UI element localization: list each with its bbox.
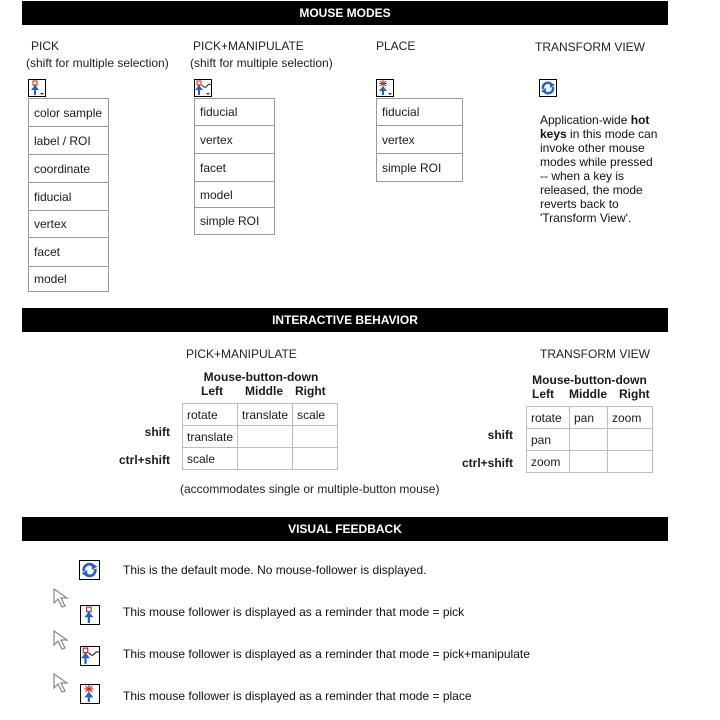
table-row xyxy=(183,426,338,448)
feedback-text-pick-manipulate: This mouse follower is displayed as a reminder that mode = pick+manipulate xyxy=(123,647,530,661)
pick-manipulate-icon xyxy=(81,647,99,665)
behavior-transform-view-title: TRANSFORM VIEW xyxy=(540,347,650,361)
pick-title: PICK xyxy=(31,39,60,53)
table-cell xyxy=(293,448,338,470)
mouse-pointer-icon xyxy=(52,672,74,694)
table-cell: zoom xyxy=(527,451,570,473)
section-header-interactive-behavior: INTERACTIVE BEHAVIOR xyxy=(22,308,668,332)
pick-manipulate-title: PICK+MANIPULATE xyxy=(193,39,304,53)
table-row xyxy=(527,429,653,451)
table-cell: pan xyxy=(570,407,608,429)
place-mode-button[interactable] xyxy=(376,79,394,97)
pick-manipulate-icon xyxy=(195,80,211,96)
place-title: PLACE xyxy=(376,39,416,53)
feedback-place-icon-box xyxy=(80,684,100,704)
feedback-text-default: This is the default mode. No mouse-follower is displayed. xyxy=(123,563,427,577)
place-icon xyxy=(377,80,393,96)
behavior-pick-manipulate-table xyxy=(182,403,338,470)
behavior-transform-view-col-right: Right xyxy=(619,387,650,401)
pick-icon xyxy=(29,80,45,96)
place-icon xyxy=(81,685,99,703)
table-cell: translate xyxy=(183,426,238,448)
transform-view-icon xyxy=(80,561,99,579)
behavior-transform-view-row-shift: shift xyxy=(487,428,513,442)
pick-option-color-sample[interactable]: color sample xyxy=(29,99,108,127)
behavior-pick-manipulate-col-right: Right xyxy=(295,384,326,398)
transform-view-mode-button[interactable] xyxy=(539,79,557,97)
feedback-pick-manipulate-icon-box xyxy=(80,646,100,666)
table-row xyxy=(183,448,338,470)
table-row xyxy=(527,407,653,429)
table-cell: rotate xyxy=(183,404,238,426)
pick-manipulate-option-facet[interactable]: facet xyxy=(195,154,274,182)
transform-view-title: TRANSFORM VIEW xyxy=(535,40,645,54)
pick-option-model[interactable]: model xyxy=(29,267,108,292)
behavior-transform-view-col-middle: Middle xyxy=(569,387,607,401)
behavior-pick-manipulate-col-middle: Middle xyxy=(245,384,283,398)
table-cell xyxy=(608,451,653,473)
feedback-text-pick: This mouse follower is displayed as a reminder that mode = pick xyxy=(123,605,465,619)
feedback-pick-icon-box xyxy=(80,605,100,625)
place-option-simple-roi[interactable]: simple ROI xyxy=(377,154,462,182)
pick-subtitle: (shift for multiple selection) xyxy=(26,56,169,70)
mouse-pointer-icon xyxy=(52,587,74,609)
behavior-transform-view-table xyxy=(526,406,653,473)
pick-option-fiducial[interactable]: fiducial xyxy=(29,183,108,211)
pick-manipulate-options-list xyxy=(194,98,275,235)
behavior-pick-manipulate-title: PICK+MANIPULATE xyxy=(186,347,297,361)
pick-option-vertex[interactable]: vertex xyxy=(29,211,108,238)
table-row xyxy=(183,404,338,426)
table-cell: scale xyxy=(293,404,338,426)
pick-option-facet[interactable]: facet xyxy=(29,238,108,267)
pick-manipulate-mode-button[interactable] xyxy=(194,79,212,97)
table-cell xyxy=(238,448,293,470)
feedback-transform-view-icon-box xyxy=(79,560,100,580)
pick-manipulate-option-fiducial[interactable]: fiducial xyxy=(195,99,274,126)
mouse-pointer-icon xyxy=(52,629,74,651)
pick-mode-button[interactable] xyxy=(28,79,46,97)
behavior-pick-manipulate-row-ctrl-shift: ctrl+shift xyxy=(118,453,170,467)
behavior-pick-manipulate-row-shift: shift xyxy=(144,425,170,439)
pick-icon xyxy=(81,606,99,624)
pick-manipulate-option-simple-roi[interactable]: simple ROI xyxy=(195,208,274,235)
pick-manipulate-subtitle: (shift for multiple selection) xyxy=(190,56,333,70)
hot-keys-emphasis: hot keys xyxy=(540,113,650,141)
behavior-transform-view-col-left: Left xyxy=(532,387,554,401)
behavior-note: (accommodates single or multiple-button mouse) xyxy=(180,482,440,496)
table-cell: scale xyxy=(183,448,238,470)
transform-view-description: Application-wide hot keys in this mode can invoke other mouse modes while pressed -- when a key is released, the mode reverts back to 'Transform View'. xyxy=(540,113,658,225)
table-cell: translate xyxy=(238,404,293,426)
table-cell: pan xyxy=(527,429,570,451)
pick-options-list xyxy=(28,98,109,292)
place-options-list xyxy=(376,98,463,182)
table-cell xyxy=(570,429,608,451)
section-header-visual-feedback: VISUAL FEEDBACK xyxy=(22,517,668,541)
place-option-fiducial[interactable]: fiducial xyxy=(377,99,462,126)
place-option-vertex[interactable]: vertex xyxy=(377,126,462,154)
table-cell xyxy=(238,426,293,448)
pick-manipulate-option-model[interactable]: model xyxy=(195,182,274,208)
table-cell: rotate xyxy=(527,407,570,429)
table-cell: zoom xyxy=(608,407,653,429)
behavior-transform-view-row-ctrl-shift: ctrl+shift xyxy=(461,456,513,470)
transform-view-icon xyxy=(540,80,556,96)
pick-manipulate-option-vertex[interactable]: vertex xyxy=(195,126,274,154)
behavior-pick-manipulate-col-left: Left xyxy=(201,384,223,398)
behavior-pick-manipulate-mouse-button-down: Mouse-button-down xyxy=(203,370,319,384)
pick-option-coordinate[interactable]: coordinate xyxy=(29,155,108,183)
feedback-text-place: This mouse follower is displayed as a reminder that mode = place xyxy=(123,689,472,703)
table-row xyxy=(527,451,653,473)
table-cell xyxy=(608,429,653,451)
table-cell xyxy=(570,451,608,473)
section-header-mouse-modes: MOUSE MODES xyxy=(22,1,668,25)
table-cell xyxy=(293,426,338,448)
behavior-transform-view-mouse-button-down: Mouse-button-down xyxy=(532,373,647,387)
pick-option-label-roi[interactable]: label / ROI xyxy=(29,127,108,155)
